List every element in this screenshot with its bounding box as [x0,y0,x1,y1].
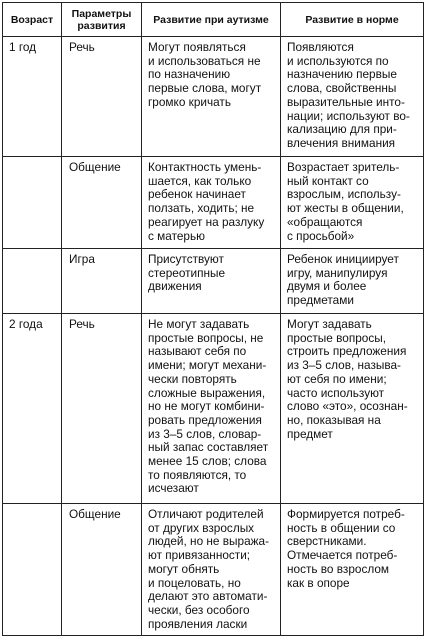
cell-norm: Появляются и используются по назначению первые слова, свойственны выразительные инто- нации; используют во- кализацию для при- влечения внимания [281,37,424,157]
cell-norm: Возрастает зритель- ный контакт со взрослым, использу- ют жесты в общении, «обращаются с просьбой» [281,157,424,249]
cell-norm: Могут задавать простые вопросы, строить предложения из 3–5 слов, называ- ют себя по имени; часто используют слово «это», осознан- но, показывая на предмет [281,314,424,504]
table-header [3,3,424,37]
cell-param: Речь [62,314,142,504]
cell-autism: Отличают родителей от других взрослых людей, но не выража- ют привязанности; могут обнять и поцеловать, но делают это автомати- чески, без особого проявления ласки [142,504,281,636]
header-age: Возраст [3,3,62,37]
cell-autism: Контактность умень- шается, как только ребенок начинает ползать, ходить; не реагирует на разлуку с матерью [142,157,281,249]
table-row [3,314,424,504]
header-params: Параметры развития [62,3,142,37]
table-row [3,249,424,314]
table-body [3,37,424,636]
cell-param: Общение [62,504,142,636]
cell-age: 2 года [3,314,62,504]
cell-age: 1 год [3,37,62,157]
cell-age [3,504,62,636]
table-row [3,504,424,636]
header-autism: Развитие при аутизме [142,3,281,37]
cell-param: Речь [62,37,142,157]
header-row [3,3,424,37]
cell-param: Игра [62,249,142,314]
header-norm: Развитие в норме [281,3,424,37]
cell-norm: Формируется потреб- ность в общении со сверстниками. Отмечается потреб- ность во взрослом как в опоре [281,504,424,636]
table-row [3,157,424,249]
cell-autism: Не могут задавать простые вопросы, не называют себя по имени; могут механи- чески повторять сложные выражения, но не могут комбини- ровать предложения из 3–5 слов, словар- ный запас составляет менее 15 слов; слова то появляются, то исчезают [142,314,281,504]
cell-autism: Могут появляться и использоваться не по назначению первые слова, могут громко кричать [142,37,281,157]
development-comparison-table [2,2,424,636]
cell-param: Общение [62,157,142,249]
table-row [3,37,424,157]
cell-autism: Присутствуют стереотипные движения [142,249,281,314]
cell-norm: Ребенок инициирует игру, манипулируя двумя и более предметами [281,249,424,314]
cell-age [3,249,62,314]
cell-age [3,157,62,249]
